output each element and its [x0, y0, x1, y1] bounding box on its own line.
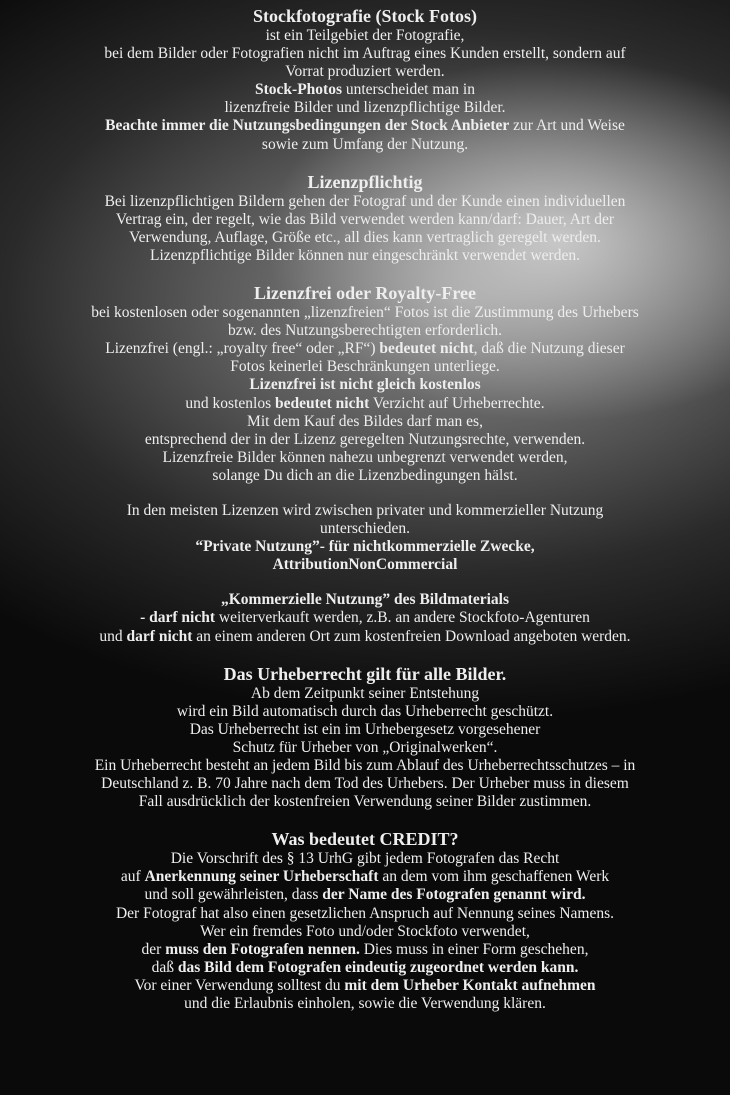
text-line	[0, 63, 730, 81]
text-line	[0, 886, 730, 904]
text-line	[0, 395, 730, 413]
text-line	[0, 941, 730, 959]
section-text	[0, 304, 730, 485]
text-run: Die Vorschrift des § 13 UrhG gibt jedem Fotografen das Recht	[170, 850, 560, 868]
text-run: Vorrat produziert werden.	[285, 63, 445, 81]
bold-text: “Private Nutzung”- für nichtkommerzielle Zwecke,	[195, 538, 535, 556]
bold-text: Stock-Photos	[255, 81, 342, 99]
bold-text: Anerkennung seiner Urheberschaft	[144, 868, 379, 886]
bold-text: bedeutet nicht	[274, 394, 370, 412]
text-line	[0, 502, 730, 520]
text-run: In den meisten Lizenzen wird zwischen privater und kommerzieller Nutzung	[126, 501, 604, 519]
text-run: und	[99, 627, 127, 645]
text-line	[0, 775, 730, 793]
bold-text: bedeutet nicht	[379, 340, 474, 358]
text-line	[0, 959, 730, 977]
text-line	[0, 977, 730, 995]
section-title: Lizenzpflichtig	[307, 171, 423, 192]
text-run: Dies muss in einer Form geschehen,	[359, 940, 589, 958]
text-line	[0, 628, 730, 646]
text-line	[0, 340, 730, 358]
bold-text: muss den Fotografen nennen.	[165, 940, 360, 958]
text-run: ist ein Teilgebiet der Fotografie,	[265, 27, 465, 44]
text-run: bei dem Bilder oder Fotografien nicht im Auftrag eines Kunden erstellt, sondern auf	[104, 45, 626, 63]
section-text	[0, 850, 730, 1013]
bold-text: mit dem Urheber Kontakt aufnehmen	[344, 976, 596, 994]
text-run: Vertrag ein, der regelt, wie das Bild verwendet werden kann/darf: Dauer, Art der	[115, 210, 615, 228]
section-text	[0, 27, 730, 154]
text-run: zur Art und Weise	[509, 117, 625, 135]
text-run: Bei lizenzpflichtigen Bildern gehen der Fotograf und der Kunde einen individuellen	[104, 192, 626, 210]
text-line	[0, 868, 730, 886]
text-line	[0, 538, 730, 556]
text-line	[0, 45, 730, 63]
text-line	[0, 193, 730, 211]
text-line	[0, 685, 730, 703]
text-run: unterschieden.	[320, 520, 410, 538]
section-text	[0, 591, 730, 645]
text-line	[0, 591, 730, 609]
text-run: Schutz für Urheber von „Originalwerken“.	[232, 738, 498, 756]
section-text	[0, 193, 730, 265]
text-line	[0, 81, 730, 99]
section-title: Das Urheberrecht gilt für alle Bilder.	[223, 663, 507, 684]
text-run: Deutschland z. B. 70 Jahre nach dem Tod des Urhebers. Der Urheber muss in diesem	[101, 775, 629, 793]
text-run: wird ein Bild automatisch durch das Urheberrecht geschützt.	[176, 702, 554, 720]
text-line	[0, 449, 730, 467]
text-run: Lizenzpflichtige Bilder können nur eingeschränkt verwendet werden.	[150, 246, 580, 264]
text-line	[0, 229, 730, 247]
section-kommerzielle-nutzung	[0, 591, 730, 645]
text-line	[0, 413, 730, 431]
text-run: und kostenlos	[185, 394, 275, 412]
text-run: Lizenzfrei (engl.: „royalty free“ oder „RF“)	[105, 340, 380, 358]
text-run: solange Du dich an die Lizenzbedingungen hälst.	[212, 466, 518, 484]
text-run: auf	[120, 868, 145, 886]
section-stockfotografie	[0, 5, 730, 154]
section-private-nutzung	[0, 502, 730, 574]
text-line	[0, 467, 730, 485]
text-run: daß	[151, 958, 178, 976]
text-run: weiterverkauft werden, z.B. an andere Stockfoto-Agenturen	[215, 609, 590, 627]
text-run: und die Erlaubnis einholen, sowie die Verwendung klären.	[184, 995, 546, 1013]
text-line	[0, 358, 730, 376]
section-urheberrecht	[0, 663, 730, 812]
text-run: , daß die Nutzung dieser	[473, 340, 625, 358]
text-line	[0, 136, 730, 154]
text-line	[0, 995, 730, 1013]
text-line	[0, 117, 730, 135]
text-line	[0, 520, 730, 538]
text-line	[0, 304, 730, 322]
text-line	[0, 905, 730, 923]
text-run: bei kostenlosen oder sogenannten „lizenzfreien“ Fotos ist die Zustimmung des Urhebers	[91, 304, 639, 322]
bold-text: Lizenzfrei ist nicht gleich kostenlos	[249, 376, 481, 394]
bold-text: der Name des Fotografen genannt wird.	[322, 886, 586, 904]
text-run: an einem anderen Ort zum kostenfreien Download angeboten werden.	[192, 627, 631, 645]
text-line	[0, 739, 730, 757]
bold-text: „Kommerzielle Nutzung” des Bildmaterials	[221, 591, 509, 609]
text-run: lizenzfreie Bilder und lizenzpflichtige Bilder.	[224, 99, 506, 117]
text-line	[0, 556, 730, 574]
text-run: Das Urheberrecht ist ein im Urhebergesetz vorgesehener	[189, 720, 541, 738]
text-run: Verzicht auf Urheberrechte.	[369, 394, 545, 412]
section-title: Stockfotografie (Stock Fotos)	[253, 6, 477, 26]
text-run: entsprechend der in der Lizenz geregelten Nutzungsrechte, verwenden.	[144, 430, 586, 448]
text-run: Wer ein fremdes Foto und/oder Stockfoto verwendet,	[200, 922, 530, 940]
section-lizenzfrei	[0, 282, 730, 485]
text-run: Verwendung, Auflage, Größe etc., all dies kann vertraglich geregelt werden.	[129, 228, 601, 246]
section-credit	[0, 828, 730, 1013]
bold-text: AttributionNonCommercial	[272, 556, 458, 574]
bold-text: das Bild dem Fotografen eindeutig zugeordnet werden kann.	[177, 958, 579, 976]
document-body	[0, 5, 730, 1013]
text-line	[0, 322, 730, 340]
text-run: Fall ausdrücklich der kostenfreien Verwendung seiner Bilder zustimmen.	[138, 793, 592, 811]
section-title: Lizenzfrei oder Royalty-Free	[254, 283, 476, 304]
text-line	[0, 757, 730, 775]
section-lizenzpflichtig	[0, 171, 730, 265]
section-text	[0, 685, 730, 812]
text-run: und soll gewährleisten, dass	[144, 886, 323, 904]
text-run: der	[141, 940, 166, 958]
bold-text: darf nicht	[126, 627, 193, 645]
text-run: Der Fotograf hat also einen gesetzlichen Anspruch auf Nennung seines Namens.	[115, 904, 614, 922]
text-line	[0, 923, 730, 941]
text-run: Fotos keinerlei Beschränkungen unterliege.	[230, 358, 500, 376]
text-line	[0, 211, 730, 229]
text-line	[0, 850, 730, 868]
bold-text: Beachte immer die Nutzungsbedingungen der Stock Anbieter	[105, 117, 510, 135]
text-run: Ab dem Zeitpunkt seiner Entstehung	[250, 684, 480, 702]
text-line	[0, 793, 730, 811]
text-run: sowie zum Umfang der Nutzung.	[261, 135, 469, 153]
text-run: unterscheidet man in	[341, 81, 475, 99]
section-text	[0, 502, 730, 574]
text-run: Vor einer Verwendung solltest du	[134, 976, 345, 994]
text-line	[0, 721, 730, 739]
section-title: Was bedeutet CREDIT?	[271, 829, 459, 850]
text-line	[0, 703, 730, 721]
bold-text: - darf nicht	[140, 609, 216, 627]
text-line	[0, 376, 730, 394]
text-run: Lizenzfreie Bilder können nahezu unbegrenzt verwendet werden,	[162, 448, 568, 466]
text-run: an dem vom ihm geschaffenen Werk	[378, 868, 610, 886]
text-line	[0, 431, 730, 449]
text-line	[0, 27, 730, 45]
text-line	[0, 247, 730, 265]
text-line	[0, 609, 730, 627]
text-line	[0, 99, 730, 117]
text-run: bzw. des Nutzungsberechtigten erforderlich.	[227, 322, 502, 340]
text-run: Ein Urheberrecht besteht an jedem Bild bis zum Ablauf des Urheberrechtsschutzes – in	[94, 757, 636, 774]
text-run: Mit dem Kauf des Bildes darf man es,	[247, 412, 483, 430]
